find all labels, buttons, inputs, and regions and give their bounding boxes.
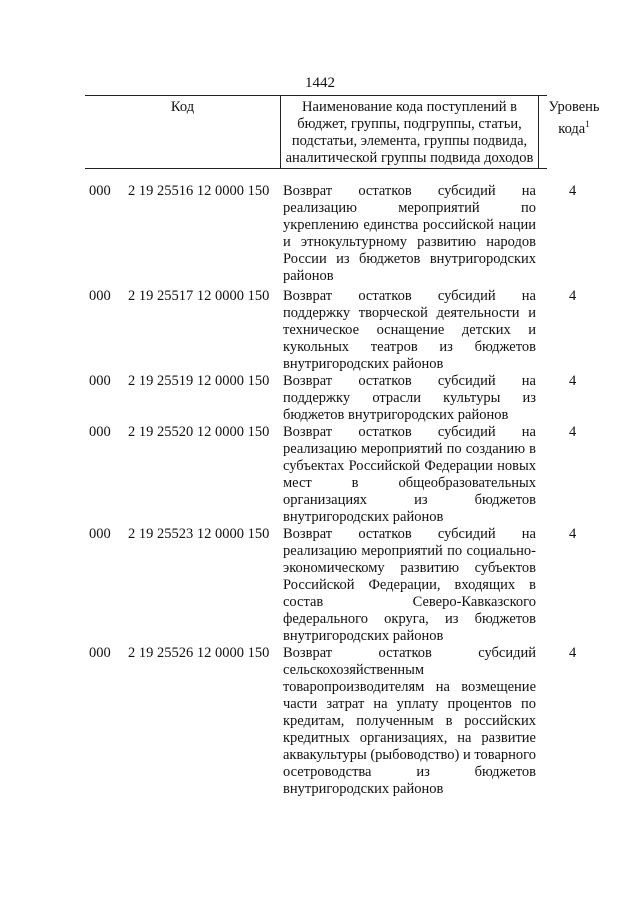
row-level: 4 [569,424,577,440]
row-name: Возврат остатков субсидий на реализацию мероприятий по укреплению единства российской нации и этнокультурному развитию народов России из бюджетов внутригородских районов [283,183,536,284]
table-row [0,424,640,526]
table-row [0,288,640,373]
row-name: Возврат остатков субсидий на поддержку творческой деятельности и техническое оснащение детских и кукольных театров из бюджетов внутригородских районов [283,288,536,372]
table-row [0,645,640,815]
row-code: 2 19 25526 12 0000 150 [128,645,270,661]
row-code: 2 19 25523 12 0000 150 [128,526,270,542]
header-code: Код [170,99,195,115]
row-prefix: 000 [89,183,111,199]
table-row [0,373,640,424]
row-level: 4 [569,373,577,389]
row-level: 4 [569,183,577,199]
table-body [0,183,640,815]
row-code: 2 19 25516 12 0000 150 [128,183,270,199]
row-name: Возврат остатков субсидий на реализацию мероприятий по созданию в субъектах Российской Федерации новых мест в общеобразовательных организациях из бюджетов внутригородских районов [283,424,536,525]
table-row [0,183,640,288]
row-name: Возврат остатков субсидий на поддержку отрасли культуры из бюджетов внутригородских районов [283,373,536,423]
row-name: Возврат остатков субсидий на реализацию мероприятий по социально-экономическому развитию субъектов Российской Федерации, входящих в состав Северо-Кавказского федерального округа, из бюджетов внутригородских районов [283,526,536,644]
row-prefix: 000 [89,288,111,304]
header-name: Наименование кода поступлений в бюджет, группы, подгруппы, статьи, подстатьи, элемента, группы подвида, аналитической группы подвида доходов [280,96,539,168]
row-name: Возврат остатков субсидий сельскохозяйственным товаропроизводителям на возмещение части затрат на уплату процентов по кредитам, полученным в российских кредитных организациях, на развитие аквакультуры (рыбоводство) и товарного осетроводства из бюджетов внутригородских районов [283,645,536,797]
row-prefix: 000 [89,373,111,389]
row-code: 2 19 25519 12 0000 150 [128,373,270,389]
row-prefix: 000 [89,424,111,440]
header-level [539,96,609,168]
table-header [85,95,600,169]
row-level: 4 [569,526,577,542]
page-number: 1442 [305,75,335,91]
row-code: 2 19 25517 12 0000 150 [128,288,270,304]
row-prefix: 000 [89,526,111,542]
row-level: 4 [569,645,577,661]
row-prefix: 000 [89,645,111,661]
header-level-label: Уровень кода [548,99,600,137]
row-level: 4 [569,288,577,304]
header-level-footnote: 1 [585,119,590,129]
table-row [0,526,640,645]
row-code: 2 19 25520 12 0000 150 [128,424,270,440]
